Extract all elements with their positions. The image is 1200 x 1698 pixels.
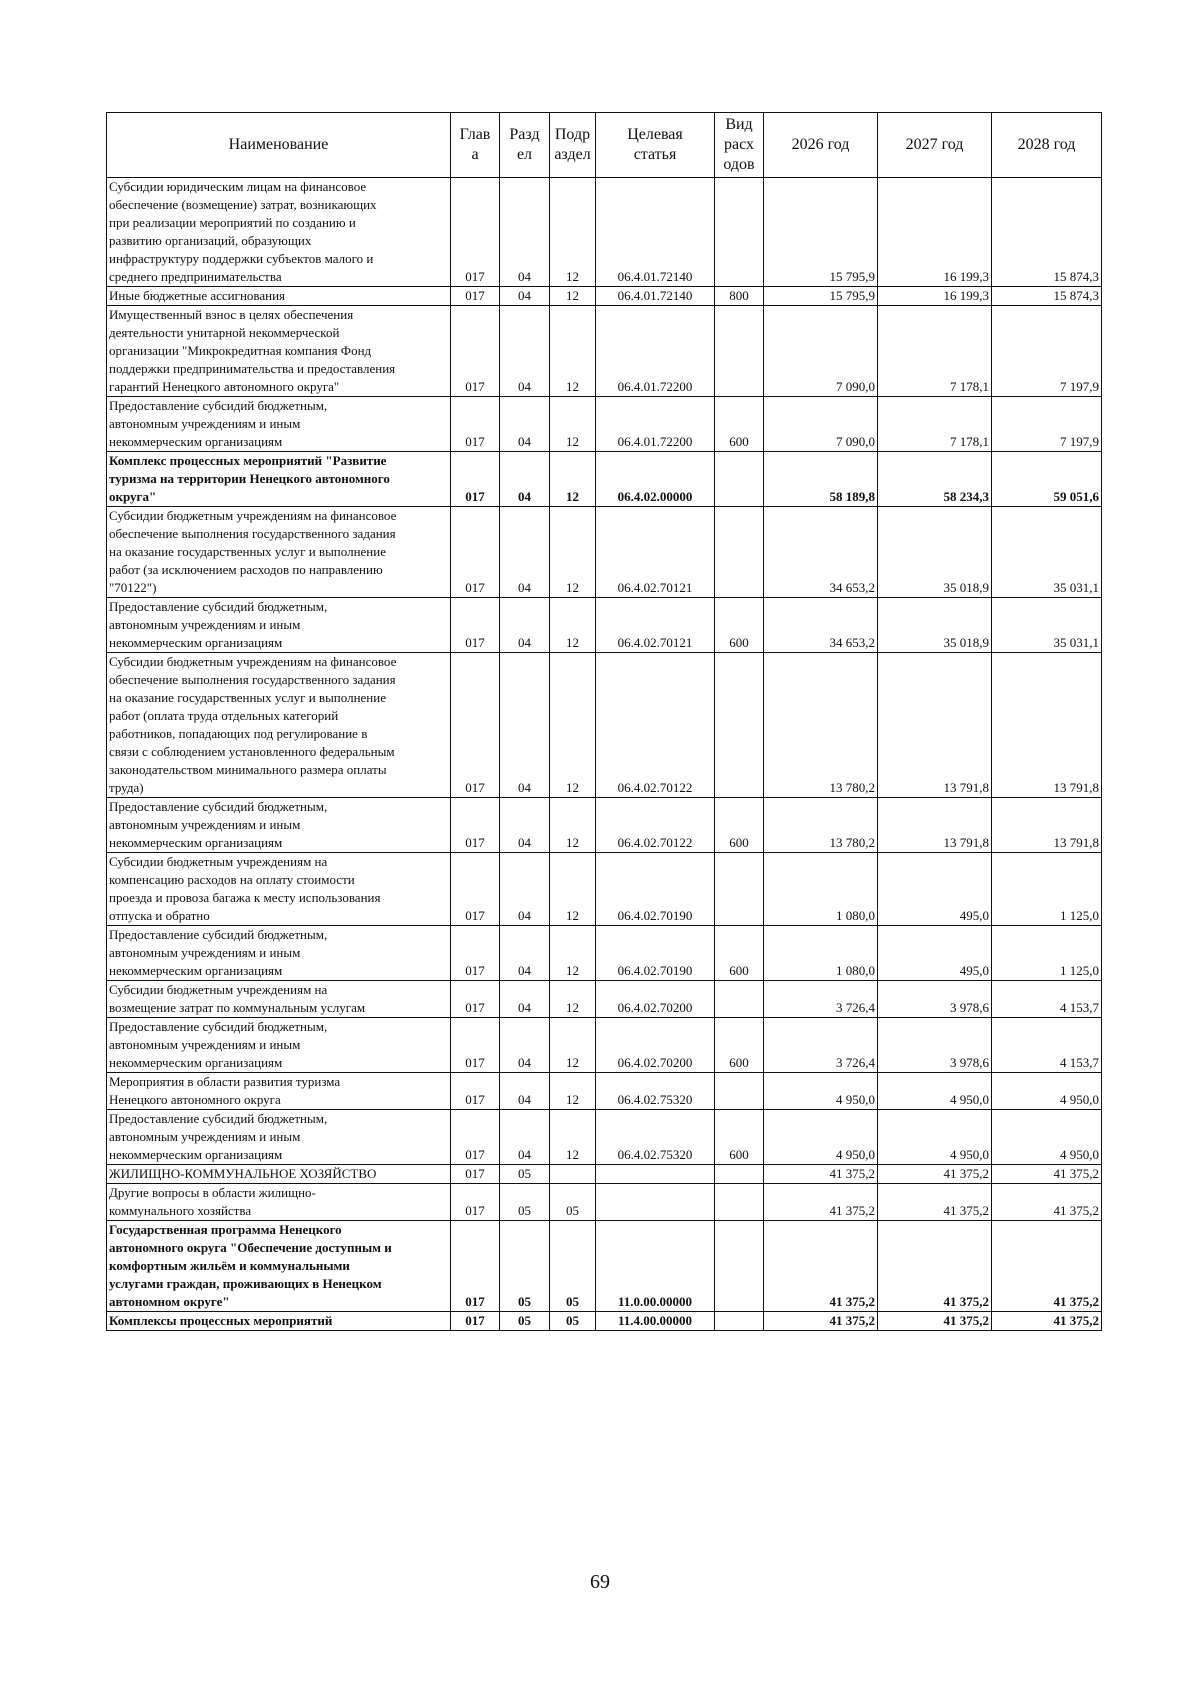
row-name: Субсидии юридическим лицам на финансовое обеспечение (возмещение) затрат, возникающих при реализации мероприятий по созданию и развитию организаций, образующих инфраструктуру поддержки субъектов малого и среднего предпринимательства bbox=[107, 178, 451, 287]
row-razdel: 05 bbox=[500, 1312, 550, 1331]
table-body bbox=[107, 178, 1102, 1331]
row-value-2026: 41 375,2 bbox=[764, 1312, 878, 1331]
row-vid: 600 bbox=[715, 598, 764, 653]
row-vid: 800 bbox=[715, 287, 764, 306]
row-value-2027: 495,0 bbox=[878, 926, 992, 981]
row-value-2027: 13 791,8 bbox=[878, 798, 992, 853]
row-statya: 06.4.02.75320 bbox=[596, 1073, 715, 1110]
row-razdel: 05 bbox=[500, 1184, 550, 1221]
row-razdel: 04 bbox=[500, 798, 550, 853]
table-row bbox=[107, 853, 1102, 926]
row-statya: 11.0.00.00000 bbox=[596, 1221, 715, 1312]
header-statya: Целевая статья bbox=[596, 113, 715, 178]
row-vid bbox=[715, 1221, 764, 1312]
header-name: Наименование bbox=[107, 113, 451, 178]
row-value-2026: 1 080,0 bbox=[764, 926, 878, 981]
row-statya: 06.4.02.00000 bbox=[596, 452, 715, 507]
row-vid bbox=[715, 853, 764, 926]
row-statya: 06.4.01.72200 bbox=[596, 306, 715, 397]
row-glava: 017 bbox=[451, 1073, 500, 1110]
row-razdel: 04 bbox=[500, 397, 550, 452]
row-value-2026: 34 653,2 bbox=[764, 507, 878, 598]
header-glava: Глав а bbox=[451, 113, 500, 178]
row-value-2027: 41 375,2 bbox=[878, 1312, 992, 1331]
row-value-2028: 41 375,2 bbox=[992, 1312, 1102, 1331]
row-glava: 017 bbox=[451, 1165, 500, 1184]
row-podrazdel: 12 bbox=[550, 653, 596, 798]
row-podrazdel: 12 bbox=[550, 397, 596, 452]
table-row bbox=[107, 507, 1102, 598]
row-razdel: 05 bbox=[500, 1221, 550, 1312]
row-razdel: 04 bbox=[500, 287, 550, 306]
row-podrazdel: 12 bbox=[550, 926, 596, 981]
row-value-2028: 41 375,2 bbox=[992, 1221, 1102, 1312]
row-glava: 017 bbox=[451, 306, 500, 397]
row-value-2028: 15 874,3 bbox=[992, 178, 1102, 287]
row-value-2028: 13 791,8 bbox=[992, 798, 1102, 853]
table-row bbox=[107, 926, 1102, 981]
row-value-2026: 58 189,8 bbox=[764, 452, 878, 507]
row-podrazdel: 12 bbox=[550, 798, 596, 853]
row-glava: 017 bbox=[451, 653, 500, 798]
row-name: Предоставление субсидий бюджетным, автономным учреждениям и иным некоммерческим организациям bbox=[107, 397, 451, 452]
row-razdel: 04 bbox=[500, 306, 550, 397]
row-value-2027: 16 199,3 bbox=[878, 178, 992, 287]
row-value-2027: 4 950,0 bbox=[878, 1110, 992, 1165]
row-vid bbox=[715, 1184, 764, 1221]
row-value-2026: 7 090,0 bbox=[764, 397, 878, 452]
row-vid: 600 bbox=[715, 798, 764, 853]
row-podrazdel: 12 bbox=[550, 507, 596, 598]
row-podrazdel: 12 bbox=[550, 1073, 596, 1110]
table-row bbox=[107, 306, 1102, 397]
row-name: ЖИЛИЩНО-КОММУНАЛЬНОЕ ХОЗЯЙСТВО bbox=[107, 1165, 451, 1184]
row-value-2028: 15 874,3 bbox=[992, 287, 1102, 306]
row-value-2026: 41 375,2 bbox=[764, 1165, 878, 1184]
row-podrazdel: 12 bbox=[550, 1110, 596, 1165]
row-vid bbox=[715, 1312, 764, 1331]
budget-table bbox=[106, 112, 1102, 1331]
row-statya: 06.4.02.70190 bbox=[596, 926, 715, 981]
row-razdel: 04 bbox=[500, 1018, 550, 1073]
table-row bbox=[107, 653, 1102, 798]
row-value-2027: 495,0 bbox=[878, 853, 992, 926]
row-vid: 600 bbox=[715, 926, 764, 981]
row-name: Предоставление субсидий бюджетным, автономным учреждениям и иным некоммерческим организациям bbox=[107, 798, 451, 853]
table-row bbox=[107, 1165, 1102, 1184]
row-razdel: 04 bbox=[500, 1073, 550, 1110]
row-podrazdel bbox=[550, 1165, 596, 1184]
table-row bbox=[107, 1312, 1102, 1331]
row-value-2027: 58 234,3 bbox=[878, 452, 992, 507]
row-value-2027: 41 375,2 bbox=[878, 1184, 992, 1221]
row-value-2027: 41 375,2 bbox=[878, 1221, 992, 1312]
row-statya: 06.4.01.72140 bbox=[596, 178, 715, 287]
row-podrazdel: 12 bbox=[550, 452, 596, 507]
row-statya bbox=[596, 1184, 715, 1221]
row-value-2028: 35 031,1 bbox=[992, 507, 1102, 598]
row-razdel: 04 bbox=[500, 178, 550, 287]
row-name: Субсидии бюджетным учреждениям на компенсацию расходов на оплату стоимости проезда и провоза багажа к месту использования отпуска и обратно bbox=[107, 853, 451, 926]
row-vid bbox=[715, 981, 764, 1018]
table-row bbox=[107, 397, 1102, 452]
row-name: Другие вопросы в области жилищно- коммунального хозяйства bbox=[107, 1184, 451, 1221]
row-glava: 017 bbox=[451, 1110, 500, 1165]
row-razdel: 04 bbox=[500, 1110, 550, 1165]
row-podrazdel: 12 bbox=[550, 178, 596, 287]
row-value-2026: 15 795,9 bbox=[764, 287, 878, 306]
row-statya: 06.4.02.70122 bbox=[596, 653, 715, 798]
row-name: Предоставление субсидий бюджетным, автономным учреждениям и иным некоммерческим организациям bbox=[107, 1110, 451, 1165]
table-row bbox=[107, 598, 1102, 653]
table-header-row bbox=[107, 113, 1102, 178]
row-glava: 017 bbox=[451, 926, 500, 981]
table-row bbox=[107, 1073, 1102, 1110]
row-podrazdel: 12 bbox=[550, 598, 596, 653]
row-glava: 017 bbox=[451, 981, 500, 1018]
row-value-2026: 4 950,0 bbox=[764, 1073, 878, 1110]
table-row bbox=[107, 178, 1102, 287]
row-value-2027: 3 978,6 bbox=[878, 1018, 992, 1073]
row-vid: 600 bbox=[715, 1018, 764, 1073]
row-name: Предоставление субсидий бюджетным, автономным учреждениям и иным некоммерческим организациям bbox=[107, 1018, 451, 1073]
row-name: Субсидии бюджетным учреждениям на финансовое обеспечение выполнения государственного задания на оказание государственных услуг и выполнение работ (оплата труда отдельных категорий работников, попадающих под регулирование в связи с соблюдением установленного федеральным законодательством минимального размера оплаты труда) bbox=[107, 653, 451, 798]
row-value-2027: 16 199,3 bbox=[878, 287, 992, 306]
row-value-2028: 41 375,2 bbox=[992, 1184, 1102, 1221]
row-value-2028: 7 197,9 bbox=[992, 397, 1102, 452]
row-value-2028: 1 125,0 bbox=[992, 926, 1102, 981]
row-value-2028: 4 950,0 bbox=[992, 1073, 1102, 1110]
row-statya: 06.4.02.70121 bbox=[596, 598, 715, 653]
row-glava: 017 bbox=[451, 397, 500, 452]
header-razdel: Разд ел bbox=[500, 113, 550, 178]
row-value-2026: 1 080,0 bbox=[764, 853, 878, 926]
row-name: Субсидии бюджетным учреждениям на возмещение затрат по коммунальным услугам bbox=[107, 981, 451, 1018]
table-row bbox=[107, 1110, 1102, 1165]
row-name: Комплекс процессных мероприятий "Развитие туризма на территории Ненецкого автономного округа" bbox=[107, 452, 451, 507]
table-row bbox=[107, 452, 1102, 507]
row-value-2028: 41 375,2 bbox=[992, 1165, 1102, 1184]
row-vid: 600 bbox=[715, 1110, 764, 1165]
row-statya bbox=[596, 1165, 715, 1184]
row-statya: 06.4.02.70190 bbox=[596, 853, 715, 926]
row-name: Мероприятия в области развития туризма Ненецкого автономного округа bbox=[107, 1073, 451, 1110]
row-value-2027: 35 018,9 bbox=[878, 598, 992, 653]
header-2027: 2027 год bbox=[878, 113, 992, 178]
row-value-2027: 3 978,6 bbox=[878, 981, 992, 1018]
row-podrazdel: 12 bbox=[550, 287, 596, 306]
row-vid bbox=[715, 1165, 764, 1184]
row-statya: 06.4.02.75320 bbox=[596, 1110, 715, 1165]
row-value-2026: 15 795,9 bbox=[764, 178, 878, 287]
row-value-2028: 13 791,8 bbox=[992, 653, 1102, 798]
row-value-2026: 3 726,4 bbox=[764, 981, 878, 1018]
row-statya: 06.4.02.70122 bbox=[596, 798, 715, 853]
table-row bbox=[107, 1018, 1102, 1073]
header-vid: Вид расх одов bbox=[715, 113, 764, 178]
row-name: Имущественный взнос в целях обеспечения деятельности унитарной некоммерческой организации "Микрокредитная компания Фонд поддержки предпринимательства и предоставления гарантий Ненецкого автономного округа" bbox=[107, 306, 451, 397]
header-podrazdel: Подр аздел bbox=[550, 113, 596, 178]
row-value-2026: 41 375,2 bbox=[764, 1221, 878, 1312]
row-statya: 06.4.02.70121 bbox=[596, 507, 715, 598]
row-value-2026: 3 726,4 bbox=[764, 1018, 878, 1073]
row-value-2028: 4 950,0 bbox=[992, 1110, 1102, 1165]
row-name: Иные бюджетные ассигнования bbox=[107, 287, 451, 306]
row-glava: 017 bbox=[451, 1221, 500, 1312]
row-value-2027: 4 950,0 bbox=[878, 1073, 992, 1110]
row-razdel: 04 bbox=[500, 452, 550, 507]
row-value-2028: 1 125,0 bbox=[992, 853, 1102, 926]
row-name: Комплексы процессных мероприятий bbox=[107, 1312, 451, 1331]
row-value-2026: 34 653,2 bbox=[764, 598, 878, 653]
row-name: Субсидии бюджетным учреждениям на финансовое обеспечение выполнения государственного задания на оказание государственных услуг и выполнение работ (за исключением расходов по направлению "70122") bbox=[107, 507, 451, 598]
row-name: Предоставление субсидий бюджетным, автономным учреждениям и иным некоммерческим организациям bbox=[107, 926, 451, 981]
row-razdel: 04 bbox=[500, 653, 550, 798]
row-value-2026: 4 950,0 bbox=[764, 1110, 878, 1165]
row-glava: 017 bbox=[451, 1184, 500, 1221]
row-razdel: 05 bbox=[500, 1165, 550, 1184]
row-statya: 06.4.02.70200 bbox=[596, 981, 715, 1018]
row-value-2027: 7 178,1 bbox=[878, 397, 992, 452]
row-vid bbox=[715, 507, 764, 598]
row-glava: 017 bbox=[451, 853, 500, 926]
row-value-2028: 35 031,1 bbox=[992, 598, 1102, 653]
row-name: Государственная программа Ненецкого автономного округа "Обеспечение доступным и комфортным жильём и коммунальными услугами граждан, проживающих в Ненецком автономном округе" bbox=[107, 1221, 451, 1312]
row-vid bbox=[715, 653, 764, 798]
row-vid bbox=[715, 306, 764, 397]
row-value-2028: 59 051,6 bbox=[992, 452, 1102, 507]
row-value-2027: 35 018,9 bbox=[878, 507, 992, 598]
header-2028: 2028 год bbox=[992, 113, 1102, 178]
row-value-2026: 13 780,2 bbox=[764, 653, 878, 798]
table-row bbox=[107, 1184, 1102, 1221]
row-vid bbox=[715, 178, 764, 287]
row-razdel: 04 bbox=[500, 853, 550, 926]
row-statya: 06.4.01.72200 bbox=[596, 397, 715, 452]
row-glava: 017 bbox=[451, 798, 500, 853]
row-razdel: 04 bbox=[500, 598, 550, 653]
table-row bbox=[107, 981, 1102, 1018]
row-value-2027: 41 375,2 bbox=[878, 1165, 992, 1184]
header-2026: 2026 год bbox=[764, 113, 878, 178]
row-vid: 600 bbox=[715, 397, 764, 452]
row-glava: 017 bbox=[451, 598, 500, 653]
row-podrazdel: 12 bbox=[550, 981, 596, 1018]
row-glava: 017 bbox=[451, 1312, 500, 1331]
row-podrazdel: 12 bbox=[550, 306, 596, 397]
row-podrazdel: 05 bbox=[550, 1312, 596, 1331]
page-number: 69 bbox=[590, 1571, 610, 1593]
row-razdel: 04 bbox=[500, 981, 550, 1018]
row-value-2027: 7 178,1 bbox=[878, 306, 992, 397]
row-glava: 017 bbox=[451, 178, 500, 287]
table-row bbox=[107, 287, 1102, 306]
row-podrazdel: 05 bbox=[550, 1184, 596, 1221]
row-glava: 017 bbox=[451, 452, 500, 507]
row-statya: 06.4.01.72140 bbox=[596, 287, 715, 306]
row-podrazdel: 12 bbox=[550, 1018, 596, 1073]
row-podrazdel: 05 bbox=[550, 1221, 596, 1312]
row-value-2027: 13 791,8 bbox=[878, 653, 992, 798]
row-statya: 06.4.02.70200 bbox=[596, 1018, 715, 1073]
row-vid bbox=[715, 452, 764, 507]
row-glava: 017 bbox=[451, 1018, 500, 1073]
row-glava: 017 bbox=[451, 287, 500, 306]
row-name: Предоставление субсидий бюджетным, автономным учреждениям и иным некоммерческим организациям bbox=[107, 598, 451, 653]
row-value-2026: 7 090,0 bbox=[764, 306, 878, 397]
table-row bbox=[107, 798, 1102, 853]
row-vid bbox=[715, 1073, 764, 1110]
row-razdel: 04 bbox=[500, 926, 550, 981]
table-row bbox=[107, 1221, 1102, 1312]
row-value-2026: 13 780,2 bbox=[764, 798, 878, 853]
row-razdel: 04 bbox=[500, 507, 550, 598]
row-value-2028: 7 197,9 bbox=[992, 306, 1102, 397]
row-value-2026: 41 375,2 bbox=[764, 1184, 878, 1221]
row-glava: 017 bbox=[451, 507, 500, 598]
row-statya: 11.4.00.00000 bbox=[596, 1312, 715, 1331]
row-value-2028: 4 153,7 bbox=[992, 981, 1102, 1018]
row-podrazdel: 12 bbox=[550, 853, 596, 926]
row-value-2028: 4 153,7 bbox=[992, 1018, 1102, 1073]
